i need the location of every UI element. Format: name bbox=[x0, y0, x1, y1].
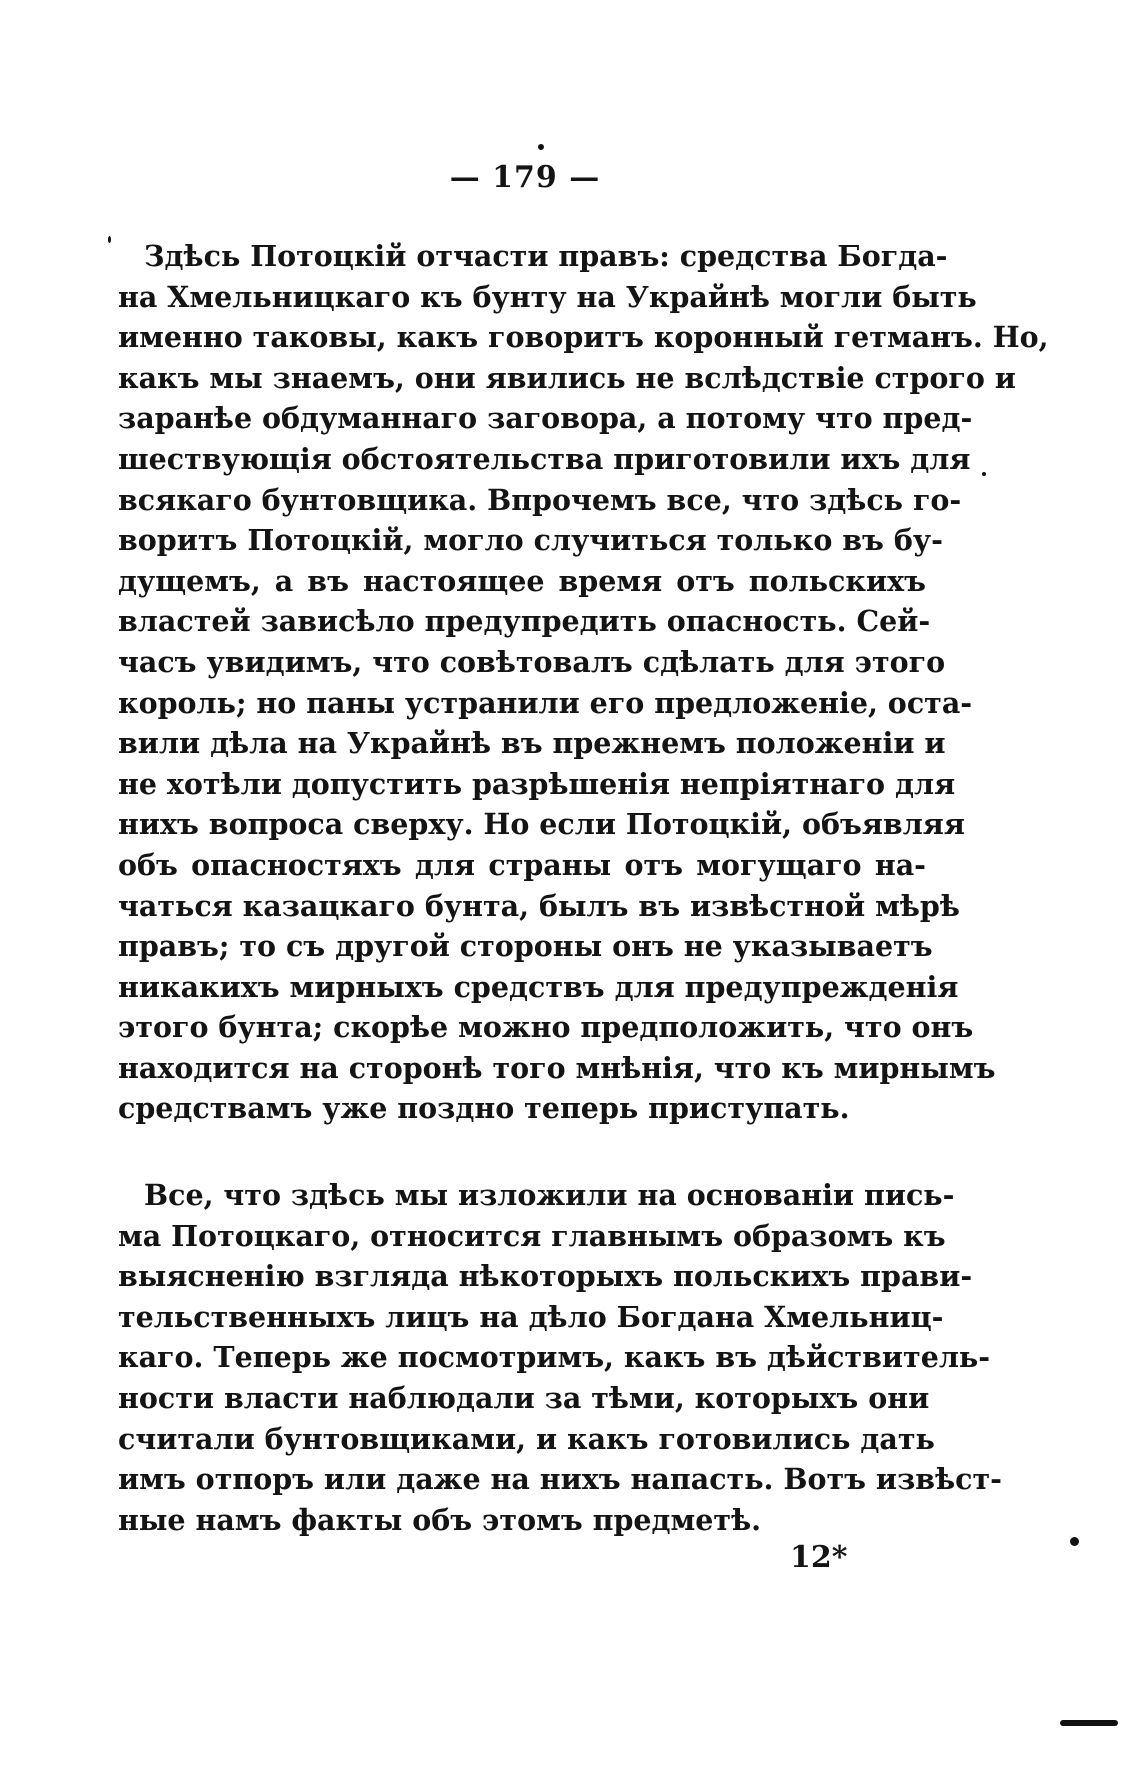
text-line: на Хмельницкаго къ бунту на Украйнѣ могли быть bbox=[118, 279, 977, 314]
text-line: этого бунта; скорѣе можно предположить, что онъ bbox=[118, 1010, 974, 1045]
text-line: дущемъ, а въ настоящее время отъ польскихъ bbox=[118, 563, 926, 598]
text-line: каго. Теперь же посмотримъ, какъ въ дѣйствитель- bbox=[118, 1340, 991, 1375]
text-line: чаться казацкаго бунта, былъ въ извѣстной мѣрѣ bbox=[118, 888, 960, 923]
text-line: воритъ Потоцкій, могло случиться только въ бу- bbox=[118, 523, 943, 558]
paragraph-2 bbox=[118, 1175, 1002, 1540]
text-line: никакихъ мирныхъ средствъ для предупрежденія bbox=[118, 969, 959, 1004]
scan-dash-mark bbox=[1060, 1720, 1118, 1726]
text-line: тельственныхъ лицъ на дѣло Богдана Хмельниц- bbox=[118, 1299, 944, 1334]
text-line: всякаго бунтовщика. Впрочемъ все, что здѣсь го- bbox=[118, 482, 962, 517]
text-line: находится на сторонѣ того мнѣнія, что къ мирнымъ bbox=[118, 1050, 996, 1085]
text-line: нихъ вопроса сверху. Но если Потоцкій, объявляя bbox=[118, 807, 965, 842]
text-line: правъ; то съ другой стороны онъ не указываетъ bbox=[118, 929, 933, 964]
text-line: Все, что здѣсь мы изложили на основаніи пись- bbox=[144, 1178, 955, 1212]
text-line: выясненію взгляда нѣкоторыхъ польскихъ прави- bbox=[118, 1259, 973, 1294]
paragraph-1 bbox=[118, 236, 1049, 1129]
text-line: шествующія обстоятельства приготовили ихъ для bbox=[118, 441, 971, 476]
text-line: объ опасностяхъ для страны отъ могущаго на- bbox=[118, 847, 926, 882]
text-line: не хотѣли допустить разрѣшенія непріятнаго для bbox=[118, 766, 956, 801]
text-line: именно таковы, какъ говоритъ коронный гетманъ. Но, bbox=[118, 320, 1049, 355]
scan-speck bbox=[1070, 1537, 1079, 1546]
text-line: ности власти наблюдали за тѣми, которыхъ они bbox=[118, 1380, 930, 1415]
text-line: властей зависѣло предупредить опасность. Сей- bbox=[118, 604, 931, 639]
scan-speck bbox=[982, 472, 986, 476]
text-line: средствамъ уже поздно теперь приступать. bbox=[118, 1091, 850, 1126]
text-line: имъ отпоръ или даже на нихъ напасть. Вотъ извѣст- bbox=[118, 1462, 1002, 1497]
text-line: Здѣсь Потоцкій отчасти правъ: средства Богда- bbox=[144, 239, 948, 273]
text-line: часъ увидимъ, что совѣтовалъ сдѣлать для этого bbox=[118, 644, 946, 679]
text-line: заранѣе обдуманнаго заговора, а потому что пред- bbox=[118, 401, 973, 436]
page-number: — 179 — bbox=[449, 160, 601, 195]
scan-speck bbox=[108, 236, 111, 243]
text-line: ма Потоцкаго, относится главнымъ образомъ къ bbox=[118, 1218, 946, 1253]
text-line: считали бунтовщиками, и какъ готовились дать bbox=[118, 1421, 935, 1456]
text-line: ные намъ факты объ этомъ предметѣ. bbox=[118, 1502, 762, 1537]
text-line: какъ мы знаемъ, они явились не вслѣдствіе строго и bbox=[118, 360, 1016, 395]
scan-speck bbox=[538, 144, 544, 150]
text-line: вили дѣла на Украйнѣ въ прежнемъ положеніи и bbox=[118, 726, 946, 761]
text-line: король; но паны устранили его предложеніе, оста- bbox=[118, 685, 973, 720]
signature-mark: 12* bbox=[790, 1540, 848, 1575]
